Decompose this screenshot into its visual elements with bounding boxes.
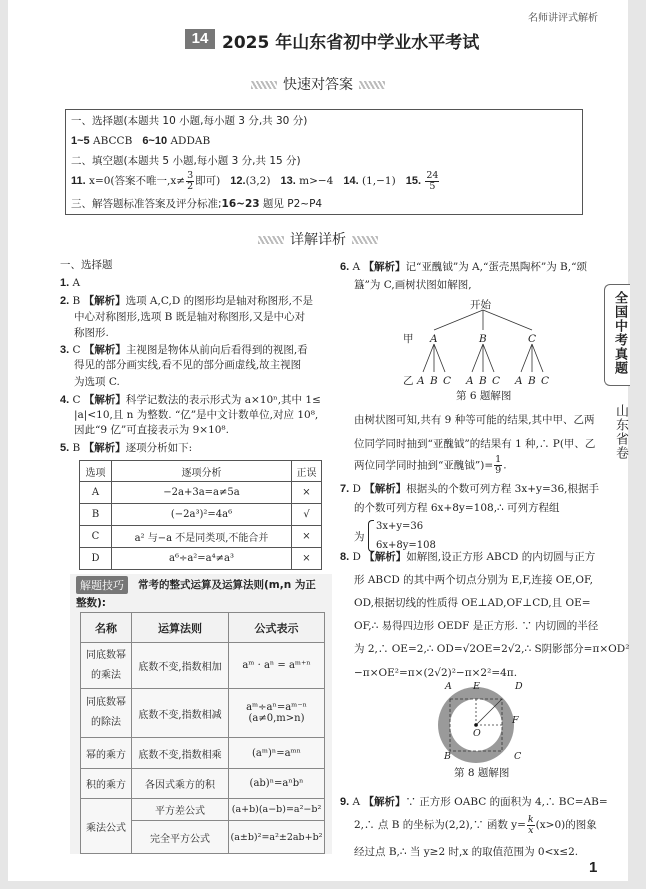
table-row bbox=[80, 526, 322, 548]
text: B bbox=[527, 375, 536, 387]
text: D bbox=[515, 681, 523, 692]
text: B bbox=[72, 295, 81, 307]
text: A bbox=[430, 333, 438, 345]
paper-number-badge: 14 bbox=[185, 29, 215, 49]
figure-caption: 第 6 题解图 bbox=[456, 390, 512, 402]
text: 全国中考真题 bbox=[612, 291, 627, 375]
text: −2a+3a=a≠5a bbox=[112, 482, 292, 504]
text: a² 与−a 不是同类项,不能合并 bbox=[112, 526, 292, 548]
text: B bbox=[478, 375, 487, 387]
table-row bbox=[81, 769, 325, 799]
text: 详解详析 bbox=[290, 232, 346, 248]
text: m>−4 bbox=[299, 175, 334, 187]
text: 由树状图可知,共有 9 种等可能的结果,其中甲、乙两 bbox=[354, 414, 595, 426]
text: a⁶÷a²=a⁴≠a³ bbox=[112, 548, 292, 570]
text: 【解析】 bbox=[364, 551, 407, 563]
text: 如解图,设正方形 ABCD 的内切圆与正方 bbox=[406, 551, 596, 563]
text: A bbox=[80, 482, 112, 504]
text: 积的乘方 bbox=[81, 769, 132, 799]
text: D bbox=[80, 548, 112, 570]
text: 主视图是物体从前向后看得到的视图,看 bbox=[125, 344, 308, 356]
text: 5. bbox=[60, 442, 70, 454]
text: 2,∴ 点 B 的坐标为(2,2),∵ 函数 y= bbox=[354, 819, 526, 831]
text: E bbox=[473, 681, 480, 692]
text: × bbox=[292, 482, 322, 504]
tree-leaves-c bbox=[515, 374, 549, 388]
text: (a+b)(a−b)=a²−b² bbox=[229, 799, 325, 821]
text: 24 bbox=[426, 169, 439, 181]
page-title: 2025 年山东省初中学业水平考试 bbox=[222, 33, 480, 53]
text: C bbox=[72, 344, 81, 356]
text: 为 2,∴ OE=2,∴ OD=√2OE=2√2,∴ S阴影部分=π×OD² bbox=[354, 643, 630, 655]
text: 2 bbox=[187, 180, 194, 192]
table-row bbox=[80, 504, 322, 526]
text: (ab)ⁿ=aⁿbⁿ bbox=[229, 769, 325, 799]
fill-blank-answers bbox=[71, 170, 440, 192]
series-label: 名师讲评式解析 bbox=[528, 13, 598, 24]
text: 【解析】 bbox=[83, 442, 126, 454]
text: 【解析】 bbox=[363, 796, 406, 808]
text: 快速对答案 bbox=[283, 77, 353, 93]
text: 选项 bbox=[80, 461, 112, 482]
text: C bbox=[72, 394, 81, 406]
text: (aᵐ)ⁿ=aᵐⁿ bbox=[229, 738, 325, 769]
text: B bbox=[429, 375, 438, 387]
text: D bbox=[352, 551, 361, 563]
text: aᵐ÷aⁿ=aᵐ⁻ⁿ bbox=[246, 702, 307, 713]
text: x bbox=[528, 824, 534, 836]
text: 平方差公式 bbox=[132, 799, 229, 821]
text: 即可) bbox=[195, 175, 221, 187]
figure-caption: 第 8 题解图 bbox=[454, 767, 510, 779]
text: 为选项 C. bbox=[74, 376, 120, 388]
text: 2. bbox=[60, 295, 70, 307]
tip-badge: 解题技巧 bbox=[76, 576, 128, 594]
text: 逐项分析 bbox=[112, 461, 292, 482]
text: 16~23 bbox=[221, 198, 260, 210]
page-number: 1 bbox=[589, 859, 598, 876]
text: B bbox=[80, 504, 112, 526]
tree-leaves-b bbox=[466, 374, 500, 388]
text: 13. bbox=[280, 175, 296, 187]
text: 形 ABCD 的其中两个切点分别为 E,F,连接 OE,OF, bbox=[354, 574, 593, 586]
text: 7. bbox=[340, 483, 350, 495]
text: 【解析】 bbox=[364, 483, 407, 495]
text: F bbox=[512, 715, 519, 726]
text: B bbox=[444, 751, 451, 762]
text: x=0(答案不唯一,x≠ bbox=[89, 175, 186, 187]
text: A bbox=[352, 796, 361, 808]
text: OD,根据切线的性质得 OE⊥AD,OF⊥CD,且 OE= bbox=[354, 597, 591, 609]
equation-brace bbox=[368, 520, 374, 552]
text: A bbox=[515, 375, 523, 387]
text: 6. bbox=[340, 261, 350, 273]
text: 一、选择题(本题共 10 小题,每小题 3 分,共 30 分) bbox=[71, 115, 308, 127]
exponent-rules-table bbox=[80, 612, 325, 854]
text: −π×OE²=π×(2√2)²−π×2²=4π. bbox=[354, 667, 518, 679]
side-tab-national-exams[interactable] bbox=[604, 284, 630, 386]
text: × bbox=[292, 548, 322, 570]
text: 公式表示 bbox=[229, 613, 325, 643]
text: O bbox=[473, 728, 481, 739]
text: 14. bbox=[343, 175, 359, 187]
text: 4. bbox=[60, 394, 70, 406]
text: 【解析】 bbox=[83, 344, 126, 356]
text: A bbox=[72, 277, 81, 289]
table-row bbox=[81, 738, 325, 769]
text: 一、选择题 bbox=[60, 259, 113, 271]
text: 位同学同时抽到“亚醜钺”的结果有 1 种,∴ P(甲、乙 bbox=[354, 438, 596, 450]
text: A bbox=[417, 375, 425, 387]
text: 整数): bbox=[76, 597, 106, 609]
table-row bbox=[81, 689, 325, 738]
text: 【解析】 bbox=[363, 261, 406, 273]
text: 幂的乘方 bbox=[81, 738, 132, 769]
text: D bbox=[352, 483, 361, 495]
text: 簋”为 C,画树状图如解图, bbox=[354, 279, 472, 291]
text: OF,∴ 易得四边形 OEDF 是正方形. ∵ 内切圆的半径 bbox=[354, 620, 599, 632]
text: 1 bbox=[495, 454, 502, 465]
text: 常考的整式运算及运算法则(m,n 为正 bbox=[138, 579, 316, 591]
text: B bbox=[72, 442, 81, 454]
text: k bbox=[527, 813, 534, 825]
text: 根据头的个数可列方程 3x+y=36,根据手 bbox=[406, 483, 599, 495]
text: 选项 A,C,D 的图形均是轴对称图形,不是 bbox=[125, 295, 313, 307]
text: 中心对称图形,选项 B 既是轴对称图形,又是中心对 bbox=[74, 311, 306, 323]
text: 为 bbox=[354, 531, 365, 543]
quick-answers-box bbox=[65, 109, 583, 215]
text: 5 bbox=[429, 180, 436, 192]
text: 二、填空题(本题共 5 小题,每小题 3 分,共 15 分) bbox=[71, 155, 301, 167]
text: (a≠0,m>n) bbox=[248, 713, 305, 724]
text: A bbox=[445, 681, 452, 692]
text: A bbox=[466, 375, 474, 387]
text: ∵ 正方形 OABC 的面积为 4,∴ BC=AB= bbox=[405, 796, 608, 808]
text: 1. bbox=[60, 277, 70, 289]
text: 底数不变,指数相减 bbox=[132, 689, 229, 738]
text: 15. bbox=[405, 175, 422, 187]
text: 三、解答题标准答案及评分标准; bbox=[71, 198, 222, 210]
text: (−2a³)²=4a⁶ bbox=[112, 504, 292, 526]
text: 乙 bbox=[403, 375, 414, 387]
text: 的个数可列方程 6x+8y=108,∴ 可列方程组 bbox=[354, 502, 560, 514]
text: 8. bbox=[340, 551, 350, 563]
text: B bbox=[479, 333, 487, 345]
text: 底数不变,指数相乘 bbox=[132, 738, 229, 769]
text: 乘法公式 bbox=[81, 799, 132, 854]
text: 因此“9 亿”可直接表示为 9×10⁸. bbox=[74, 424, 229, 436]
text: (x>0)的图象 bbox=[535, 819, 597, 831]
text: 6~10 bbox=[142, 135, 168, 147]
text: C bbox=[514, 751, 522, 762]
table-row bbox=[81, 643, 325, 689]
text: 3 bbox=[187, 169, 194, 181]
text: A bbox=[352, 261, 361, 273]
text: ADDAB bbox=[170, 135, 211, 147]
text: (a±b)²=a²±2ab+b² bbox=[229, 821, 325, 854]
tree-leaves-a bbox=[417, 374, 451, 388]
table-row bbox=[80, 548, 322, 570]
text: 运算法则 bbox=[132, 613, 229, 643]
text: 得见的部分画实线,看不见的部分画虚线,故主视图 bbox=[74, 359, 302, 371]
text: 11. bbox=[71, 175, 86, 187]
text: 题见 P2~P4 bbox=[262, 198, 323, 210]
text: 各因式乘方的积 bbox=[132, 769, 229, 799]
text: 9. bbox=[340, 796, 350, 808]
text: 经过点 B,∴ 当 y≥2 时,x 的取值范围为 0<x≤2. bbox=[354, 846, 579, 858]
text: C bbox=[528, 333, 537, 345]
text: 记“亚醜钺”为 A,“蛋壳黑陶杯”为 B,“颂 bbox=[405, 261, 587, 273]
text: (3,2) bbox=[245, 175, 271, 187]
table-row bbox=[81, 799, 325, 821]
text: C bbox=[443, 375, 452, 387]
text: 名称 bbox=[81, 613, 132, 643]
text: C bbox=[492, 375, 501, 387]
quick-answers-heading bbox=[8, 74, 628, 94]
text: × bbox=[292, 526, 322, 548]
text: 两位同学同时抽到“亚醜钺”)= bbox=[354, 459, 494, 472]
text: 【解析】 bbox=[83, 394, 126, 406]
text: 甲 bbox=[403, 333, 414, 345]
text: 3. bbox=[60, 344, 70, 356]
text: 6x+8y=108 bbox=[376, 540, 436, 551]
text: aᵐ · aⁿ = aᵐ⁺ⁿ bbox=[229, 643, 325, 689]
text: 底数不变,指数相加 bbox=[132, 643, 229, 689]
text: 完全平方公式 bbox=[132, 821, 229, 854]
text: C bbox=[541, 375, 550, 387]
tree-root: 开始 bbox=[470, 299, 491, 311]
text: 同底数幂的除法 bbox=[81, 689, 132, 738]
text: 12. bbox=[230, 175, 246, 187]
text: 逐项分析如下: bbox=[125, 442, 193, 454]
text: C bbox=[80, 526, 112, 548]
text: 9 bbox=[495, 465, 502, 476]
text: 3x+y=36 bbox=[376, 521, 424, 532]
text: 【解析】 bbox=[83, 295, 126, 307]
text: 正误 bbox=[292, 461, 322, 482]
text: (1,−1) bbox=[362, 175, 396, 187]
detailed-analysis-heading bbox=[8, 229, 628, 249]
text: ABCCB bbox=[93, 135, 133, 147]
text: 称图形. bbox=[74, 327, 109, 339]
document-page: 名师讲评式解析 14 2025 年山东省初中学业水平考试 快速对答案 一、选择题(本题共 10 小题,每小题 3 分,共 30 分) 1~5 ABCCB 6~10 ADDAB 二、填空题(本题共 5 小题,每小题 3 分,共 15 分) 11. x=0(答案不唯一,x≠ $\frac{3}{2}$ 即可) 12.(3,2) 13. m>−4 14. (1,−1) 15. $\frac{24}{5}$ 三、解答题标准答案及评分标准;16~23 题见 P2~P4 详解详析 一、选择题 1. A 2. B 【解析】选项 A,C,D 的图形均是轴对称图形,不是 中心对称图形,选项 B 既是轴对称图形,又是中心对 称图形. 3. C 【解析】主视图是物体从前向后看得到的视图,看 得见的部分画实线,看不见的部分画虚线,故主视图 为选项 C. 4. C 【解析】科学记数法的表示形式为 a×10ⁿ,其中 1≤ |a|<10,且 n 为整数. “亿”是中文计数单位,对应 10⁸, 因此“9 亿”可直接表示为 9×10⁸. 5. B 【解析】逐项分析如下: 选项 逐项分析 正误 A −2a+3a=a≠5a × B (−2a³)²=4a⁶ √ C a² 与−a 不是同类项,不能合并 × D a⁶÷a²=a⁴≠a³ × 解题技巧 常考的整式运算及运算法则(m,n 为正 整数): 名称 运算法则 公式表示 同底数幂的乘法 底数不变,指数相加 aᵐ · aⁿ = aᵐ⁺ⁿ 同底数幂的除法 底数不变,指数相减 aᵐ÷aⁿ=aᵐ⁻ⁿ (a≠0,m>n) 幂的乘方 底数不变,指数相乘 (aᵐ)ⁿ=aᵐⁿ 积的乘方 各因式乘方的积 (ab)ⁿ=aⁿbⁿ 乘法公式 平方差公式 (a+b)(a−b)=a²−b² 完全平方公式 (a±b)²=a²±2ab+b² 6. A 【解析】记“亚醜钺”为 A,“蛋壳黑陶杯”为 B,“颂 簋”为 C,画树状图如解图, 开始 甲 乙 A B C A B C A B C A B C 第 6 题解图 由树状图可知,共有 9 种等可能的结果,其中甲、乙两 位同学同时抽到“亚醜钺”的结果有 1 种,∴ P(甲、乙 两位同学同时抽到“亚醜钺”)= $\frac{1}{9}$ . 7. D 【解析】根据头的个数可列方程 3x+y=36,根据手 的个数可列方程 6x+8y=108,∴ 可列方程组 为 3x+y=36 6x+8y=108 8. D 【解析】如解图,设正方形 ABCD 的内切圆与正方 形 ABCD 的其中两个切点分别为 E,F,连接 OE,OF, OD,根据切线的性质得 OE⊥AD,OF⊥CD,且 OE= OF,∴ 易得四边形 OEDF 是正方形. ∵ 内切圆的半径 为 2,∴ OE=2,∴ OD=√2OE=2√2,∴ S阴影部分=π×OD² −π×OE²=π×(2√2)²−π×2²=4π. A E D F O B C 第 8 题解图 9. A 【解析】∵ 正方形 OABC 的面积为 4,∴ BC=AB= 2,∴ 点 B 的坐标为(2,2),∵ 函数 y= $\frac{k}{x}$ (x>0)的图象 经过点 B,∴ 当 y≥2 时,x 的取值范围为 0<x≤2. 全国中考真题 山东省卷 1 bbox=[8, 0, 628, 881]
table-row bbox=[80, 482, 322, 504]
text: 科学记数法的表示形式为 a×10ⁿ,其中 1≤ bbox=[125, 394, 321, 406]
text: |a|<10,且 n 为整数. “亿”是中文计数单位,对应 10⁸, bbox=[74, 409, 319, 421]
text: √ bbox=[292, 504, 322, 526]
option-analysis-table bbox=[79, 460, 322, 570]
text: 1~5 bbox=[71, 135, 90, 147]
side-label-province: 山东省卷 bbox=[613, 404, 628, 460]
text: 同底数幂的乘法 bbox=[81, 643, 132, 689]
